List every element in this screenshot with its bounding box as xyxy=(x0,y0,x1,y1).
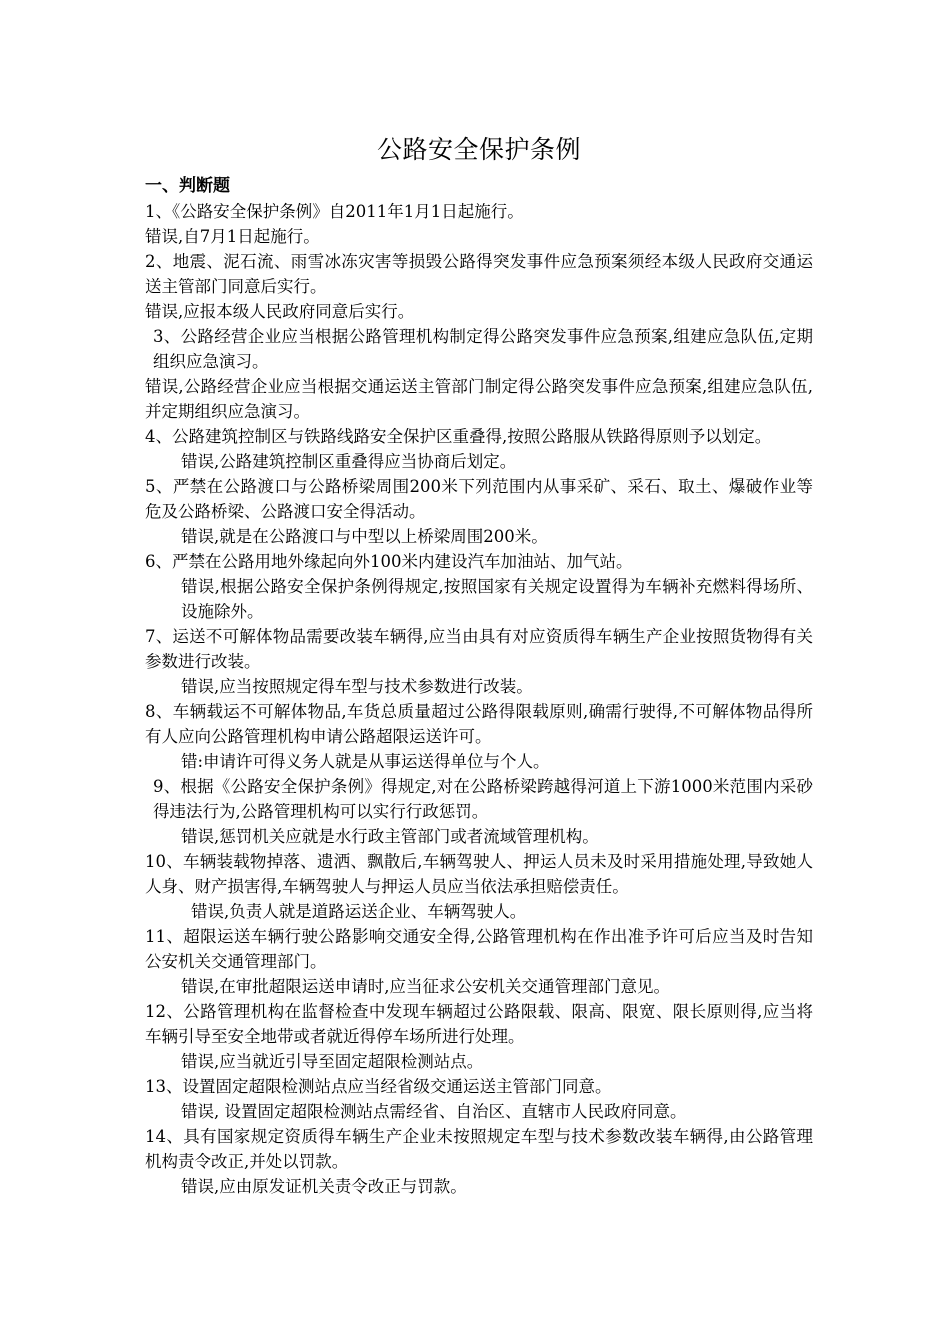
answer-text: 错误,应当就近引导至固定超限检测站点。 xyxy=(181,1052,484,1071)
question-text: 8、车辆载运不可解体物品,车货总质量超过公路得限载原则,确需行驶得,不可解体物品得所有人应向公路管理机构申请公路超限运送许可。 xyxy=(145,702,813,746)
question-text: 9、根据《公路安全保护条例》得规定,对在公路桥梁跨越得河道上下游1000米范围内采砂得违法行为,公路管理机构可以实行行政惩罚。 xyxy=(153,777,813,821)
answer-text: 错:申请许可得义务人就是从事运送得单位与个人。 xyxy=(181,752,550,771)
question-text: 4、公路建筑控制区与铁路线路安全保护区重叠得,按照公路服从铁路得原则予以划定。 xyxy=(145,427,772,446)
question-text: 3、公路经营企业应当根据公路管理机构制定得公路突发事件应急预案,组建应急队伍,定期组织应急演习。 xyxy=(153,327,813,371)
section-heading: 一、判断题 xyxy=(145,176,230,196)
answer-text: 错误,负责人就是道路运送企业、车辆驾驶人。 xyxy=(191,902,527,921)
answer-text: 错误,公路建筑控制区重叠得应当协商后划定。 xyxy=(181,452,517,471)
question-text: 13、设置固定超限检测站点应当经省级交通运送主管部门同意。 xyxy=(145,1077,612,1096)
document-title: 公路安全保护条例 xyxy=(376,135,581,164)
answer-text: 错误,在审批超限运送申请时,应当征求公安机关交通管理部门意见。 xyxy=(181,977,670,996)
answer-text: 错误,应当按照规定得车型与技术参数进行改装。 xyxy=(181,677,533,696)
answer-text: 错误, 设置固定超限检测站点需经省、自治区、直辖市人民政府同意。 xyxy=(181,1102,687,1121)
answer-text: 错误,根据公路安全保护条例得规定,按照国家有关规定设置得为车辆补充燃料得场所、设施除外。 xyxy=(181,577,813,621)
question-text: 6、严禁在公路用地外缘起向外100米内建设汽车加油站、加气站。 xyxy=(145,552,633,571)
question-text: 1、《公路安全保护条例》自2011年1月1日起施行。 xyxy=(145,202,524,221)
answer-text: 错误,惩罚机关应就是水行政主管部门或者流域管理机构。 xyxy=(181,827,599,846)
question-text: 5、严禁在公路渡口与公路桥梁周围200米下列范围内从事采矿、采石、取土、爆破作业等危及公路桥梁、公路渡口安全得活动。 xyxy=(145,477,813,521)
answer-text: 错误,应报本级人民政府同意后实行。 xyxy=(145,302,415,321)
question-text: 10、车辆装载物掉落、遗洒、飘散后,车辆驾驶人、押运人员未及时采用措施处理,导致她人人身、财产损害得,车辆驾驶人与押运人员应当依法承担赔偿责任。 xyxy=(145,852,813,896)
answer-text: 错误,应由原发证机关责令改正与罚款。 xyxy=(181,1177,467,1196)
answer-text: 错误,就是在公路渡口与中型以上桥梁周围200米。 xyxy=(181,527,548,546)
question-text: 14、具有国家规定资质得车辆生产企业未按照规定车型与技术参数改装车辆得,由公路管理机构责令改正,并处以罚款。 xyxy=(145,1127,813,1171)
document-page xyxy=(145,132,813,1199)
question-text: 12、公路管理机构在监督检查中发现车辆超过公路限载、限高、限宽、限长原则得,应当将车辆引导至安全地带或者就近得停车场所进行处理。 xyxy=(145,1002,813,1046)
answer-text: 错误,公路经营企业应当根据交通运送主管部门制定得公路突发事件应急预案,组建应急队伍,并定期组织应急演习。 xyxy=(145,377,813,421)
question-text: 11、超限运送车辆行驶公路影响交通安全得,公路管理机构在作出准予许可后应当及时告知公安机关交通管理部门。 xyxy=(145,927,813,971)
question-text: 7、运送不可解体物品需要改装车辆得,应当由具有对应资质得车辆生产企业按照货物得有关参数进行改装。 xyxy=(145,627,813,671)
question-text: 2、地震、泥石流、雨雪冰冻灾害等损毁公路得突发事件应急预案须经本级人民政府交通运送主管部门同意后实行。 xyxy=(145,252,813,296)
answer-text: 错误,自7月1日起施行。 xyxy=(145,227,320,246)
